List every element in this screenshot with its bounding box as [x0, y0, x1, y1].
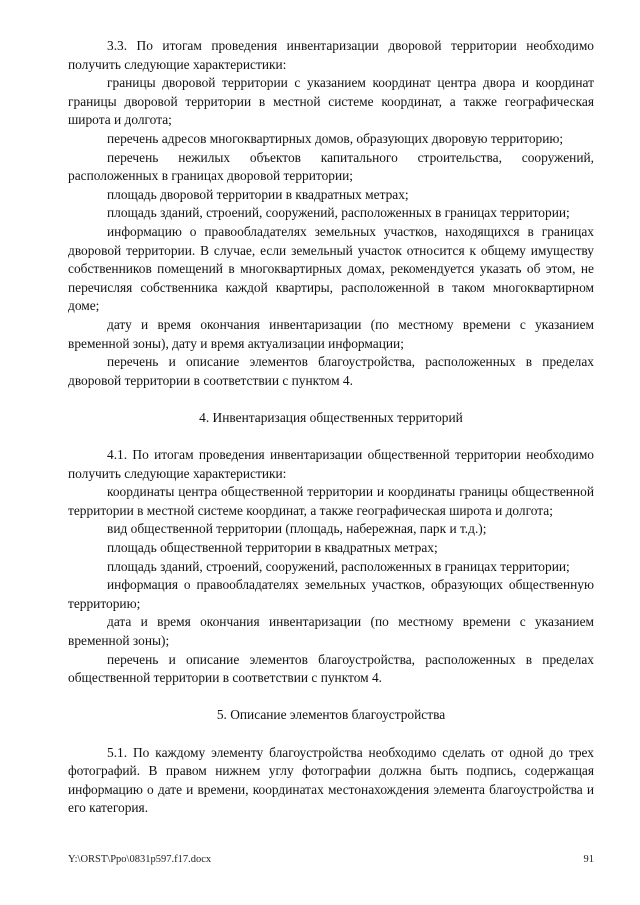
footer-page-number: 91 [583, 854, 594, 865]
paragraph: 3.3. По итогам проведения инвентаризации дворовой территории необходимо получить следующие характеристики: [68, 38, 594, 72]
paragraph: координаты центра общественной территории и координаты границы общественной территории в местной системе координат, а также географическая широта и долгота; [68, 484, 594, 518]
paragraph: границы дворовой территории с указанием координат центра двора и координат границы дворовой территории в местной системе координат, а также географическая широта и долгота; [68, 75, 594, 128]
paragraph: вид общественной территории (площадь, набережная, парк и т.д.); [107, 521, 487, 537]
paragraph-spacer [68, 725, 594, 744]
paragraph: перечень адресов многоквартирных домов, образующих дворовую территорию; [107, 130, 564, 146]
paragraph: площадь зданий, строений, сооружений, расположенных в границах территории; [107, 205, 570, 221]
paragraph: 4.1. По итогам проведения инвентаризации общественной территории необходимо получить следующие характеристики: [68, 447, 594, 481]
section-heading: 5. Описание элементов благоустройства [216, 707, 446, 723]
document-body [68, 37, 594, 818]
paragraph: перечень и описание элементов благоустройства, расположенных в пределах общественной территории в соответствии с пунктом 4. [68, 651, 594, 686]
paragraph: информация о правообладателях земельных участков, образующих общественную территорию; [68, 577, 594, 611]
paragraph: площадь общественной территории в квадратных метрах; [107, 540, 438, 556]
paragraph: информацию о правообладателях земельных участков, находящихся в границах дворовой территории. В случае, если земельный участок относится к общему имуществу собственников помещений в многоквартирных домах, рекомендуется указать об этом, не перечисляя собственника каждой квартиры, расположенной в таком многоквартирном доме; [68, 223, 594, 314]
paragraph: дата и время окончания инвентаризации (по местному времени с указанием временной зоны); [68, 614, 594, 648]
paragraph: площадь дворовой территории в квадратных метрах; [107, 186, 409, 202]
paragraph: перечень и описание элементов благоустройства, расположенных в пределах дворовой территории в соответствии с пунктом 4. [68, 354, 594, 388]
paragraph-spacer [68, 390, 594, 409]
paragraph: площадь зданий, строений, сооружений, расположенных в границах территории; [107, 558, 570, 574]
paragraph: перечень нежилых объектов капитального строительства, сооружений, расположенных в границах дворовой территории; [68, 149, 594, 184]
footer-file-path: Y:\ORST\Ppo\0831p597.f17.docx [68, 854, 212, 865]
paragraph-spacer [68, 688, 594, 707]
paragraph: дату и время окончания инвентаризации (по местному времени с указанием временной зоны), дату и время актуализации информации; [68, 316, 594, 351]
paragraph: 5.1. По каждому элементу благоустройства необходимо сделать от одной до трех фотографий. В правом нижнем углу фотографии должна быть подпись, содержащая информацию о дате и времени, координатах местонахождения элемента благоустройства и его категория. [68, 744, 594, 816]
paragraph-spacer [68, 427, 594, 446]
section-heading: 4. Инвентаризация общественных территорий [199, 409, 463, 425]
